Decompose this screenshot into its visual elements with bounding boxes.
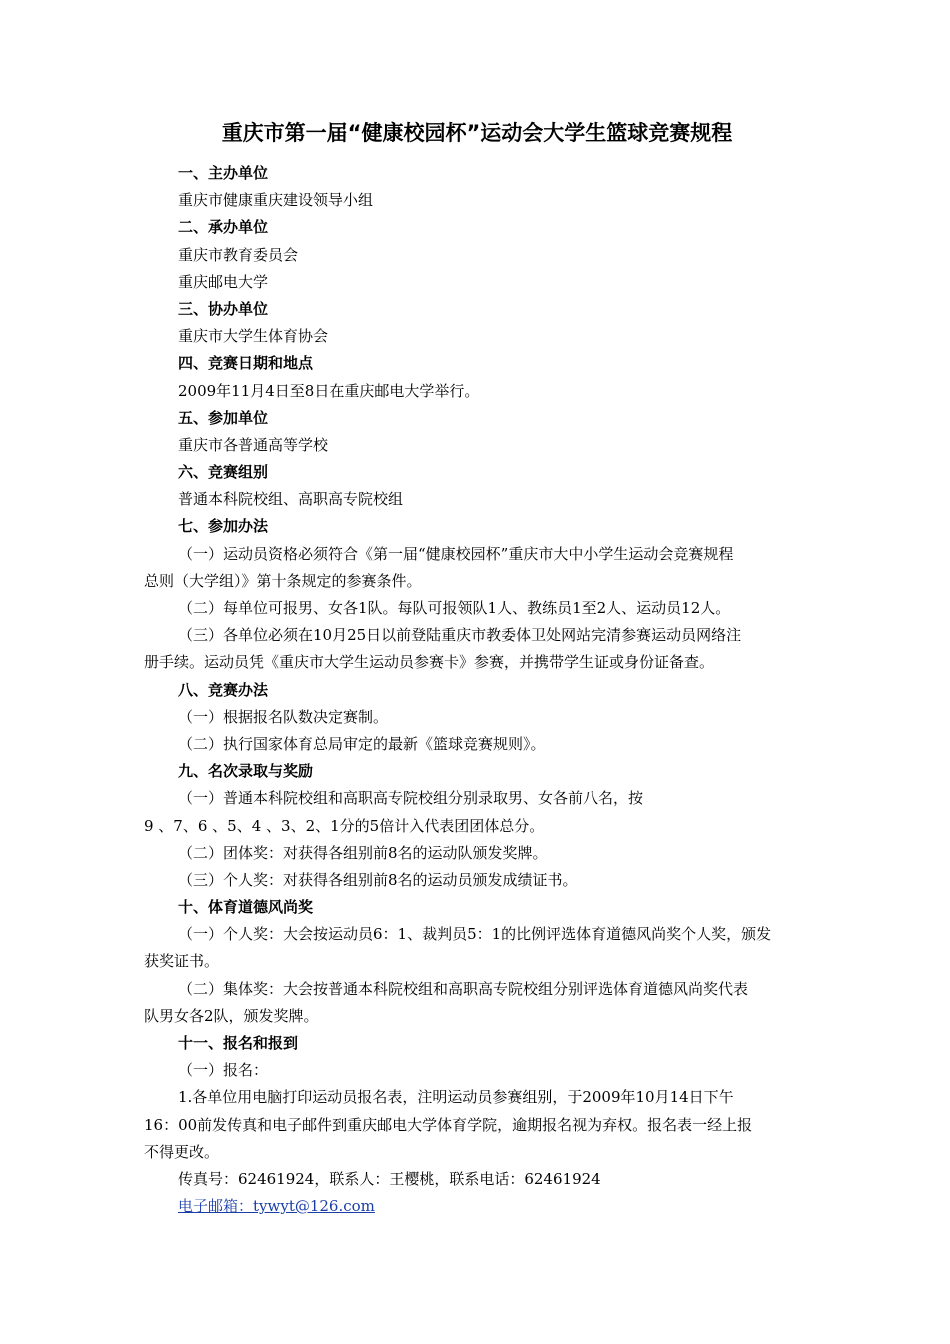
paragraph-line: 重庆市各普通高等学校 xyxy=(178,435,329,454)
paragraph-line: 总则（大学组）》第十条规定的参赛条件。 xyxy=(144,571,422,590)
paragraph-line: 9 、7、6 、5、4 、3、2、1分的5倍计入代表团团体总分。 xyxy=(144,816,545,835)
paragraph-line: 重庆市健康重庆建设领导小组 xyxy=(178,191,374,210)
paragraph-line: （一）个人奖：大会按运动员6：1、裁判员5：1的比例评选体育道德风尚奖个人奖，颁发 xyxy=(178,925,772,944)
paragraph-line: 重庆市教育委员会 xyxy=(178,245,299,264)
paragraph-line: （二）团体奖：对获得各组别前8名的运动队颁发奖牌。 xyxy=(178,843,548,862)
section-heading: 十、体育道德风尚奖 xyxy=(178,898,314,917)
paragraph-line: 普通本科院校组、高职高专院校组 xyxy=(178,490,404,509)
email-link[interactable]: 电子邮箱：tywyt@126.com xyxy=(178,1197,375,1216)
paragraph-line: 16：00前发传真和电子邮件到重庆邮电大学体育学院，逾期报名视为弃权。报名表一经上报 xyxy=(144,1115,753,1134)
email-line xyxy=(144,1193,810,1220)
paragraph-line: 不得更改。 xyxy=(144,1142,220,1161)
section-heading: 八、竞赛办法 xyxy=(178,680,269,699)
paragraph-line: 重庆邮电大学 xyxy=(178,272,269,291)
section-heading: 七、参加办法 xyxy=(178,517,269,536)
document-page xyxy=(144,118,810,1220)
paragraph-line: （二）集体奖：大会按普通本科院校组和高职高专院校组分别评选体育道德风尚奖代表 xyxy=(178,979,749,998)
document-title: 重庆市第一届“健康校园杯”运动会大学生篮球竞赛规程 xyxy=(221,121,733,145)
section-heading: 六、竞赛组别 xyxy=(178,463,269,482)
paragraph-line: 队男女各2队，颁发奖牌。 xyxy=(144,1006,319,1025)
section-heading: 一、主办单位 xyxy=(178,164,269,182)
paragraph-line: （一）运动员资格必须符合《第一届“健康校园杯”重庆市大中小学生运动会竞赛规程 xyxy=(178,544,734,563)
paragraph-line: （三）各单位必须在10月25日以前登陆重庆市教委体卫处网站完清参赛运动员网络注 xyxy=(178,626,742,645)
paragraph-line: （一）报名： xyxy=(178,1061,269,1080)
paragraph-line: （二）每单位可报男、女各1队。每队可报领队1人、教练员1至2人、运动员12人。 xyxy=(178,599,731,617)
paragraph-line: （三）个人奖：对获得各组别前8名的运动员颁发成绩证书。 xyxy=(178,870,578,889)
section-heading: 九、名次录取与奖励 xyxy=(178,762,314,781)
section-heading: 二、承办单位 xyxy=(178,218,269,237)
paragraph-line: 重庆市大学生体育协会 xyxy=(178,327,329,346)
paragraph-line: 2009年11月4日至8日在重庆邮电大学举行。 xyxy=(178,381,480,400)
section-heading: 五、参加单位 xyxy=(178,408,269,427)
section-heading: 十一、报名和报到 xyxy=(178,1034,299,1052)
contact-line: 传真号：62461924，联系人：王樱桃，联系电话：62461924 xyxy=(178,1169,601,1188)
paragraph-line: 1.各单位用电脑打印运动员报名表，注明运动员参赛组别，于2009年10月14日下午 xyxy=(178,1088,734,1107)
paragraph-line: （一）根据报名队数决定赛制。 xyxy=(178,707,389,726)
paragraph-line: 获奖证书。 xyxy=(144,952,220,971)
section-heading: 四、竞赛日期和地点 xyxy=(178,354,314,373)
paragraph-line: （二）执行国家体育总局审定的最新《篮球竞赛规则》。 xyxy=(178,734,546,753)
paragraph-line: （一）普通本科院校组和高职高专院校组分别录取男、女各前八名，按 xyxy=(178,789,644,808)
section-heading: 三、协办单位 xyxy=(178,299,269,318)
paragraph-line: 册手续。运动员凭《重庆市大学生运动员参赛卡》参赛，并携带学生证或身份证备查。 xyxy=(144,653,715,672)
